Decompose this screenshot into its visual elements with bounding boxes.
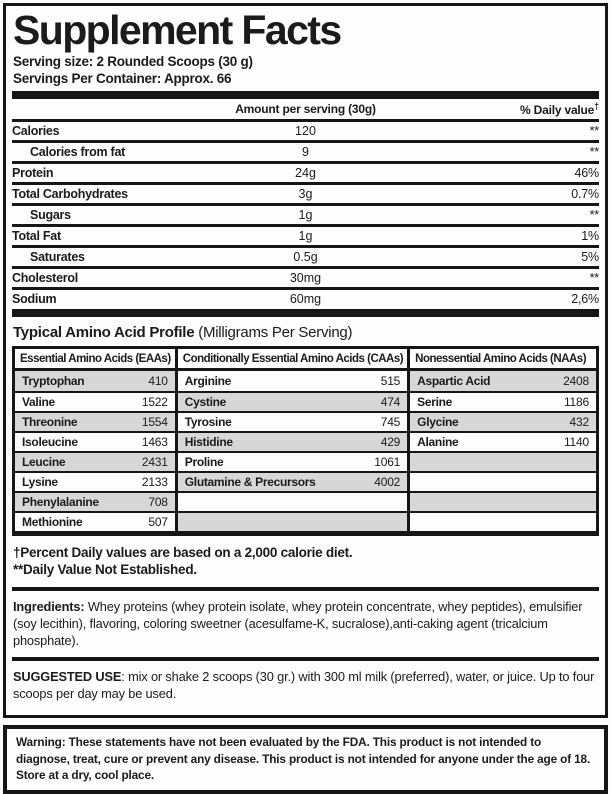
amino-row [15,511,175,531]
amino-name: Lysine [22,475,58,490]
nutrient-dv: 0.7% [571,187,599,202]
amino-profile-heading [13,324,599,341]
nutrient-dv: ** [589,124,599,139]
amino-row [15,371,175,391]
warning-box [3,725,608,794]
table-row [12,287,599,308]
nutrition-table [12,119,599,308]
amino-name: Alanine [417,435,459,450]
nutrient-name: Total Carbohydrates [12,187,128,202]
amino-cells [178,371,407,531]
footnote-daily-value: †Percent Daily values are based on a 2,000 calorie diet. [13,545,353,561]
nutrient-amount: 0.5g [293,250,318,265]
amino-row-empty [410,511,596,531]
amino-column-naas [407,349,596,531]
amino-value: 1554 [141,415,168,430]
nutrient-name: Calories from fat [30,145,126,160]
amino-value: 1186 [563,395,589,410]
nutrient-dv: ** [589,208,599,223]
amino-row [15,451,175,471]
amino-row [15,391,175,411]
nutrition-header-dv [376,101,599,117]
nutrient-dv: 5% [581,250,599,265]
nutrition-header-row [12,99,599,119]
amino-name: Proline [184,455,224,470]
nutrient-name: Saturates [30,250,85,265]
amino-name: Tyrosine [184,415,232,430]
table-row [12,266,599,287]
amino-row [410,431,596,451]
amino-row [178,371,407,391]
amino-row [178,391,407,411]
table-row [12,224,599,245]
amino-value: 1061 [374,455,401,470]
page-title: Supplement Facts [13,7,341,53]
footnote-not-established: **Daily Value Not Established. [13,562,197,578]
nutrient-name: Sodium [12,292,57,307]
amino-name: Serine [417,395,453,410]
serving-size: Serving size: 2 Rounded Scoops (30 g) [13,53,253,69]
amino-name: Aspartic Acid [417,374,491,389]
warning-label: Warning: [16,735,66,750]
amino-value: 4002 [374,475,401,490]
ingredients-text: Whey proteins (whey protein isolate, whey protein concentrate, whey peptides), emulsifier (soy lecithin), flavoring, coloring sweetner (acesulfame-K, sucralose),anti-caking agent (tricalcium phosphate). [13,598,583,648]
nutrient-amount: 3g [298,187,313,202]
footnotes [12,536,599,587]
nutrition-header-amount: Amount per serving (30g) [235,102,376,117]
amino-row [410,371,596,391]
suggested-use-text: : mix or shake 2 scoops (30 gr.) with 300 ml milk (preferred), water, or juice. Up to four scoops per day may be used. [13,669,595,702]
thick-divider-mid [12,309,599,317]
warning-text: These statements have not been evaluated by the FDA. This product is not intended to diagnose, treat, cure or prevent any disease. This product is not intended for anyone under the age of 18. Store at a dry, cool place. [16,735,591,783]
amino-value: 1140 [563,435,589,450]
table-row [12,203,599,224]
amino-row [15,411,175,431]
amino-heading-normal: (Milligrams Per Serving) [194,324,353,342]
nutrient-amount: 120 [295,124,316,139]
amino-value: 1463 [141,435,168,450]
amino-name: Phenylalanine [22,495,99,510]
amino-value: 708 [148,495,168,510]
nutrient-name: Protein [12,166,54,181]
amino-acid-table [12,346,599,536]
amino-column-caas [175,349,407,531]
amino-value: 515 [380,374,401,389]
nutrition-header-dv-text: % Daily value [520,103,595,118]
table-row [12,119,599,140]
amino-value: 429 [380,435,401,450]
ingredients-label: Ingredients: [13,598,85,614]
thick-divider-top [12,91,599,99]
amino-name: Cystine [184,395,227,410]
amino-name: Threonine [22,415,78,430]
table-row [12,182,599,203]
amino-row-empty [178,491,407,511]
amino-value: 2408 [563,374,589,389]
amino-name: Arginine [184,374,232,389]
amino-row [178,411,407,431]
nutrient-name: Calories [12,124,60,139]
nutrient-amount: 9 [302,145,309,160]
table-row [12,161,599,182]
amino-cells [15,371,175,531]
nutrient-amount: 30mg [289,271,322,286]
nutrient-name: Total Fat [12,229,61,244]
table-row [12,140,599,161]
nutrient-amount: 60mg [289,292,322,307]
amino-column-header: Conditionally Essential Amino Acids (CAAs) [178,349,407,371]
nutrient-dv: 1% [581,229,599,244]
amino-column-header: Essential Amino Acids (EAAs) [15,349,175,371]
servings-per-container: Servings Per Container: Approx. 66 [13,70,232,86]
amino-row [15,431,175,451]
amino-cells [410,371,596,531]
ingredients-section [12,591,599,657]
amino-row [15,491,175,511]
amino-heading-bold: Typical Amino Acid Profile [13,324,195,342]
amino-row-empty [178,511,407,531]
amino-value: 474 [380,395,401,410]
amino-row [178,451,407,471]
nutrient-dv: 46% [574,166,599,181]
nutrient-name: Sugars [30,208,71,223]
supplement-facts-panel [3,3,608,718]
amino-row-empty [410,451,596,471]
amino-row-empty [410,471,596,491]
amino-value: 2431 [141,455,168,470]
amino-name: Valine [22,395,55,410]
suggested-use-label: SUGGESTED USE [13,669,122,685]
nutrient-amount: 24g [295,166,316,181]
table-row [12,245,599,266]
amino-row-empty [410,491,596,511]
amino-name: Glycine [417,415,459,430]
nutrient-name: Cholesterol [12,271,79,286]
amino-value: 410 [148,374,168,389]
amino-name: Methionine [22,515,83,530]
amino-value: 745 [380,415,401,430]
dagger-mark: † [594,101,599,112]
amino-name: Tryptophan [22,374,85,389]
amino-name: Isoleucine [22,435,78,450]
amino-name: Glutamine & Precursors [184,475,316,490]
amino-column-eaas [15,349,175,531]
amino-name: Leucine [22,455,66,470]
amino-value: 1522 [141,395,168,410]
amino-value: 2133 [141,475,168,490]
amino-column-header: Nonessential Amino Acids (NAAs) [410,349,596,371]
nutrient-dv: ** [589,271,599,286]
amino-value: 507 [148,515,168,530]
amino-row [178,431,407,451]
amino-row [15,471,175,491]
suggested-use-section [12,661,599,710]
amino-row [410,411,596,431]
nutrient-dv: 2,6% [571,292,599,307]
amino-value: 432 [569,415,589,430]
nutrient-dv: ** [589,145,599,160]
amino-name: Histidine [184,435,233,450]
amino-row [178,471,407,491]
nutrient-amount: 1g [298,208,313,223]
nutrient-amount: 1g [298,229,313,244]
amino-row [410,391,596,411]
